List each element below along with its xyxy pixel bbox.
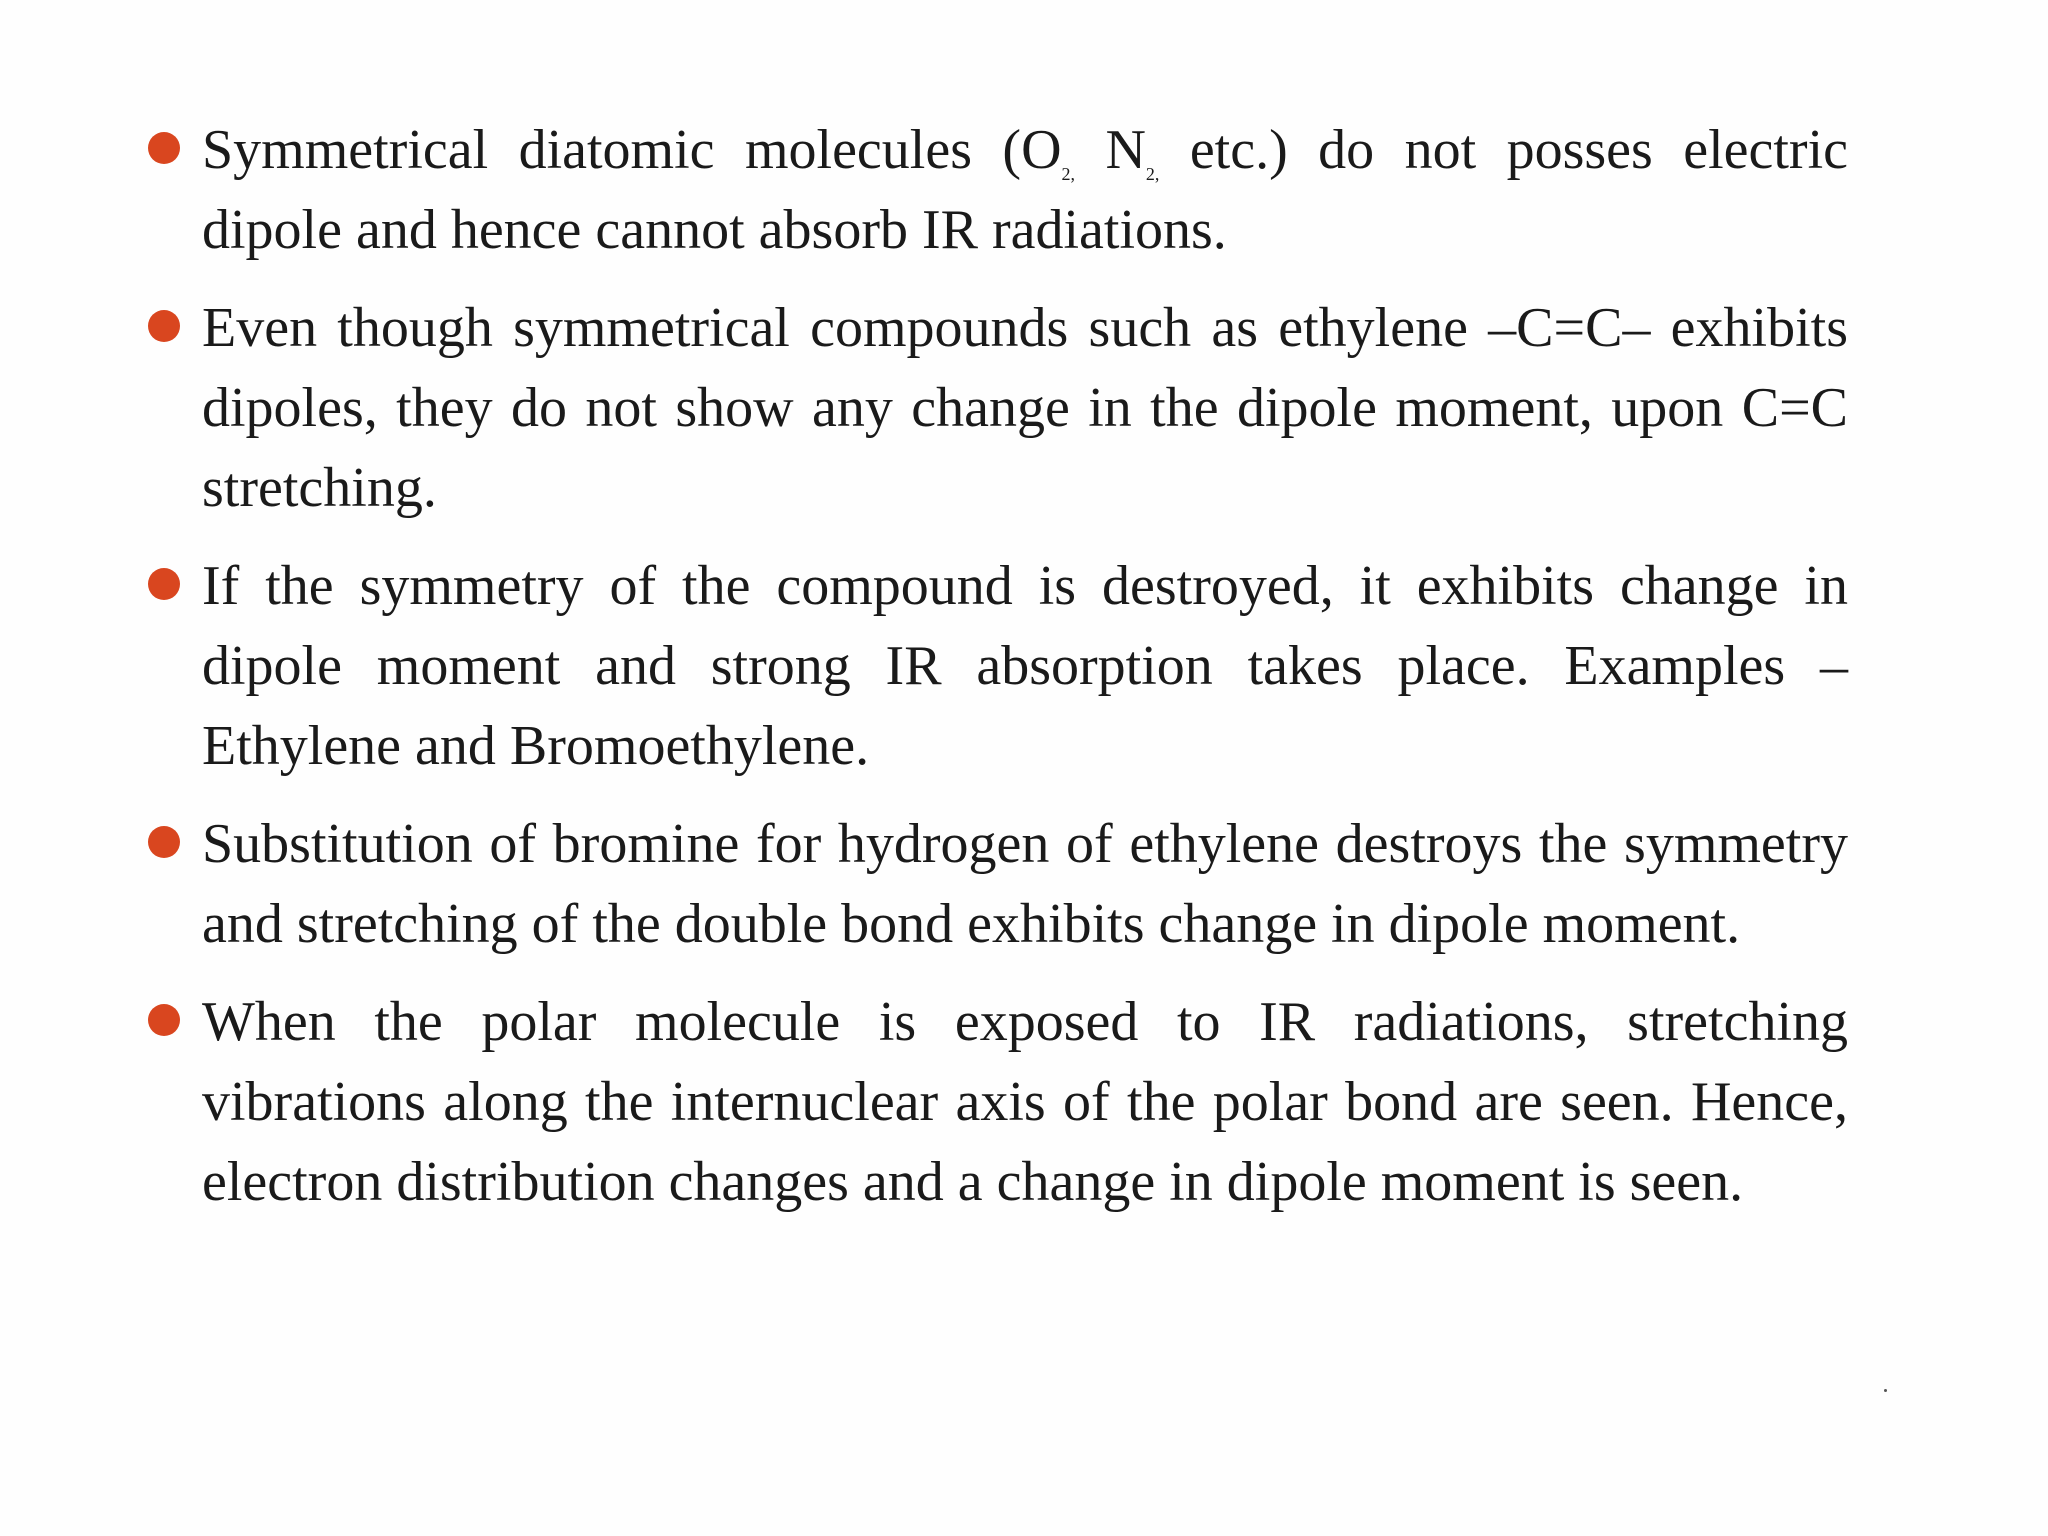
bullet-text: Substitution of bromine for hydrogen of ethylene destroys the symmetry and stretching of the double bond exhibits change in dipole moment. bbox=[202, 813, 1848, 955]
bullet-dot-icon bbox=[148, 310, 180, 342]
bullet-text: Even though symmetrical compounds such as ethylene –C=C– exhibits dipoles, they do not show any change in the dipole moment, upon C=C stretching. bbox=[202, 297, 1848, 519]
bullet-text: When the polar molecule is exposed to IR radiations, stretching vibrations along the internuclear axis of the polar bond are seen. Hence, electron distribution changes and a change in dipole moment is seen. bbox=[202, 991, 1848, 1213]
bullet-dot-icon bbox=[148, 568, 180, 600]
subscript: 2, bbox=[1145, 164, 1160, 184]
bullet-item bbox=[148, 982, 1848, 1222]
bullet-dot-icon bbox=[148, 1004, 180, 1036]
bullet-dot-icon bbox=[148, 132, 180, 164]
bullet-item bbox=[148, 288, 1848, 528]
bullet-text: If the symmetry of the compound is destroyed, it exhibits change in dipole moment and strong IR absorption takes place. Examples – Ethylene and Bromoethylene. bbox=[202, 555, 1848, 777]
stray-dot bbox=[1884, 1389, 1887, 1392]
bullet-item bbox=[148, 546, 1848, 786]
subscript: 2, bbox=[1061, 164, 1076, 184]
bullet-item bbox=[148, 110, 1848, 270]
bullet-dot-icon bbox=[148, 826, 180, 858]
bullet-list bbox=[148, 110, 1848, 1240]
bullet-item bbox=[148, 804, 1848, 964]
bullet-text: Symmetrical diatomic molecules ($O_{2,}$ $N_{2,}$ etc.) do not posses electric dipole and hence cannot absorb IR radiations. bbox=[202, 119, 1848, 261]
